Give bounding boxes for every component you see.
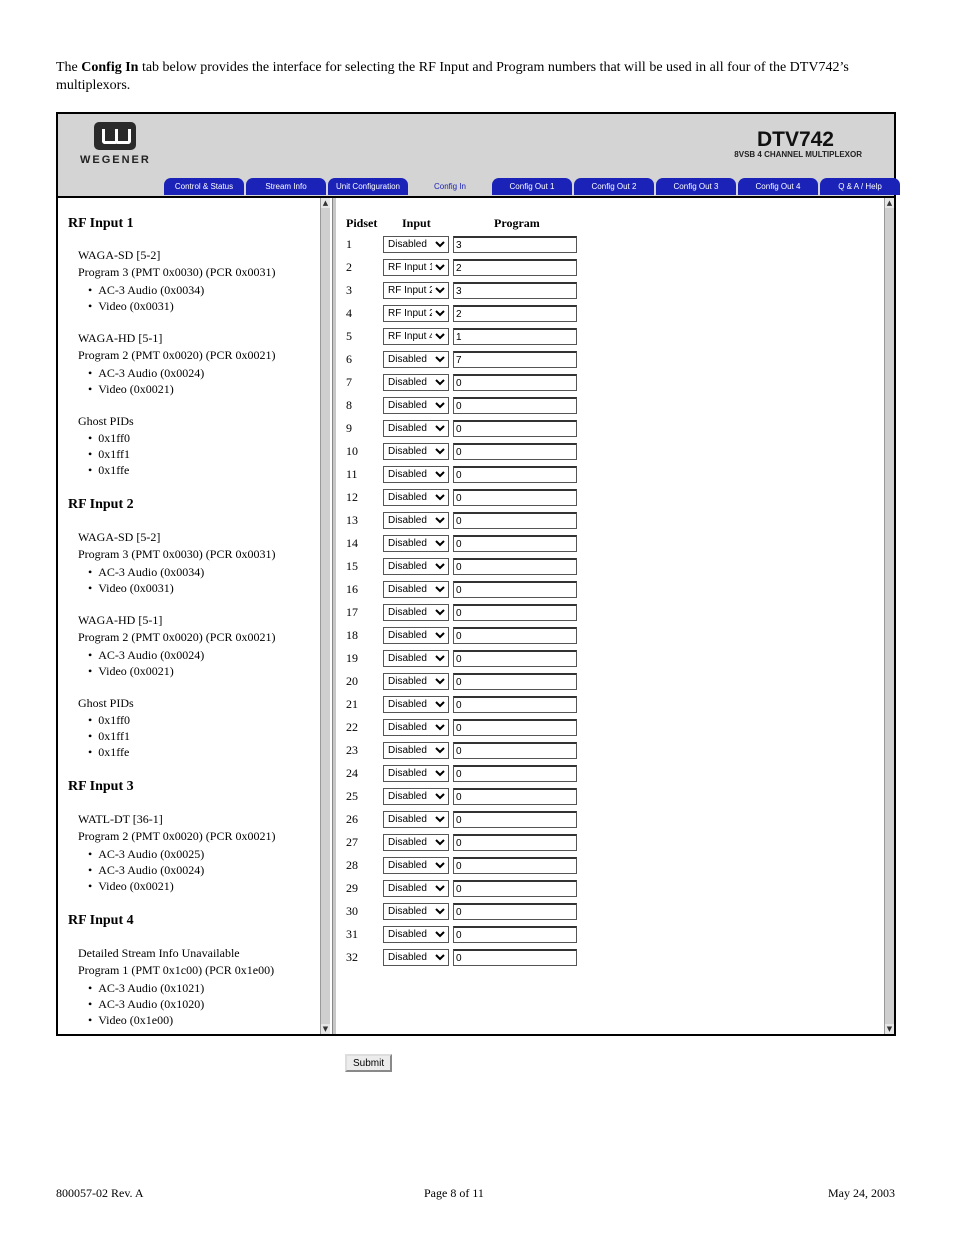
pid-list-item: • AC-3 Audio (0x1021) [88,981,204,996]
pid-list-item: • 0x1ff1 [88,447,130,462]
stream-info-text: WAGA-SD [5-2] [78,530,161,544]
input-select[interactable] [383,374,449,391]
pid-list-item: • AC-3 Audio (0x0025) [88,847,204,862]
input-select[interactable] [383,351,449,368]
right-scrollbar[interactable] [884,198,894,1034]
pidset-number: 27 [346,835,358,849]
stream-info-text: WAGA-SD [5-2] [78,248,161,262]
intro-text-end: tab below provides the interface for selecting the RF Input and Program numbers that will be used in all four of the DTV742’s multiplexors. [56,60,849,93]
program-input[interactable] [453,627,577,644]
input-select[interactable] [383,719,449,736]
scroll-up-icon[interactable]: ▲ [322,199,329,207]
stream-info-text: Ghost PIDs [78,696,134,710]
pid-list-item: • 0x1ff1 [88,729,130,744]
program-input[interactable] [453,282,577,299]
input-select[interactable] [383,604,449,621]
stream-info-text: Program 3 (PMT 0x0030) (PCR 0x0031) [78,265,276,279]
intro-text-start: The [56,60,82,75]
tab-control-status[interactable]: Control & Status [164,178,244,195]
program-input[interactable] [453,443,577,460]
pidset-number: 19 [346,651,358,665]
pidset-number: 1 [346,237,352,251]
tab-config-in[interactable]: Config In [410,178,490,195]
intro-paragraph [56,59,896,95]
pid-list-item: • 0x1ff0 [88,431,130,446]
footer-date: May 24, 2003 [828,1186,895,1200]
stream-info-panel [58,198,320,1034]
pidset-number: 28 [346,858,358,872]
scroll-down-icon[interactable]: ▼ [322,1025,329,1033]
input-select[interactable] [383,765,449,782]
pid-list-item: • AC-3 Audio (0x0024) [88,366,204,381]
brand-name: WEGENER [80,154,151,166]
program-input[interactable] [453,811,577,828]
pid-list-item: • AC-3 Audio (0x0024) [88,648,204,663]
pidset-number: 3 [346,283,352,297]
submit-button[interactable]: Submit [345,1054,392,1072]
tab-config-out-3[interactable]: Config Out 3 [656,178,736,195]
rf-input-heading: RF Input 3 [68,779,134,794]
program-input[interactable] [453,834,577,851]
pidset-number: 7 [346,375,352,389]
intro-bold-tab-name: Config In [81,60,139,75]
pidset-number: 15 [346,559,358,573]
pidset-number: 20 [346,674,358,688]
program-input[interactable] [453,673,577,690]
pidset-number: 5 [346,329,352,343]
input-select[interactable] [383,834,449,851]
program-input[interactable] [453,742,577,759]
stream-info-text: WATL-DT [36-1] [78,812,163,826]
program-input[interactable] [453,259,577,276]
pidset-number: 12 [346,490,358,504]
program-input[interactable] [453,397,577,414]
input-select[interactable] [383,420,449,437]
pidset-number: 9 [346,421,352,435]
input-select[interactable] [383,811,449,828]
tab-config-out-2[interactable]: Config Out 2 [574,178,654,195]
pid-list-item: • Video (0x0021) [88,879,174,894]
input-select[interactable] [383,282,449,299]
pidset-number: 16 [346,582,358,596]
pidset-number: 14 [346,536,358,550]
pid-list-item: • AC-3 Audio (0x0034) [88,283,204,298]
pid-list-item: • 0x1ffe [88,463,129,478]
program-input[interactable] [453,305,577,322]
program-header: Program [494,216,540,230]
rf-input-heading: RF Input 2 [68,497,134,512]
pid-list-item: • Video (0x1e00) [88,1013,173,1028]
input-select[interactable] [383,696,449,713]
pidset-number: 10 [346,444,358,458]
stream-info-text: Program 2 (PMT 0x0020) (PCR 0x0021) [78,829,276,843]
input-select[interactable] [383,857,449,874]
wegener-logo-icon [94,122,136,150]
model-subtitle: 8VSB 4 CHANNEL MULTIPLEXOR [734,150,862,159]
pidset-number: 17 [346,605,358,619]
pid-list-item: • Video (0x0021) [88,382,174,397]
program-input[interactable] [453,650,577,667]
input-select[interactable] [383,949,449,966]
pidset-number: 23 [346,743,358,757]
input-select[interactable] [383,305,449,322]
program-input[interactable] [453,535,577,552]
pid-list-item: • Video (0x0031) [88,581,174,596]
footer-page-number: Page 8 of 11 [424,1186,484,1200]
program-input[interactable] [453,558,577,575]
left-scrollbar[interactable] [320,198,330,1034]
app-header [58,114,894,198]
input-select[interactable] [383,650,449,667]
stream-info-text: Program 2 (PMT 0x0020) (PCR 0x0021) [78,348,276,362]
stream-info-text: Ghost PIDs [78,414,134,428]
stream-info-text: WAGA-HD [5-1] [78,613,163,627]
program-input[interactable] [453,857,577,874]
tab-q-a-help[interactable]: Q & A / Help [820,178,900,195]
scroll-up-icon[interactable]: ▲ [886,199,893,207]
stream-info-text: WAGA-HD [5-1] [78,331,163,345]
program-input[interactable] [453,788,577,805]
input-select[interactable] [383,742,449,759]
program-input[interactable] [453,581,577,598]
footer-doc-number: 800057-02 Rev. A [56,1186,144,1200]
pidset-number: 4 [346,306,352,320]
input-select[interactable] [383,236,449,253]
program-input[interactable] [453,604,577,621]
rf-input-heading: RF Input 4 [68,913,134,928]
pidset-number: 29 [346,881,358,895]
program-input[interactable] [453,328,577,345]
pidset-number: 18 [346,628,358,642]
input-select[interactable] [383,788,449,805]
program-input[interactable] [453,719,577,736]
stream-info-text: Program 3 (PMT 0x0030) (PCR 0x0031) [78,547,276,561]
program-input[interactable] [453,926,577,943]
program-input[interactable] [453,466,577,483]
tab-stream-info[interactable]: Stream Info [246,178,326,195]
stream-info-text: Program 2 (PMT 0x0020) (PCR 0x0021) [78,630,276,644]
input-select[interactable] [383,397,449,414]
pidset-number: 2 [346,260,352,274]
input-select[interactable] [383,443,449,460]
screenshot-frame [56,112,896,1069]
pidset-number: 31 [346,927,358,941]
scroll-down-icon[interactable]: ▼ [886,1025,893,1033]
program-input[interactable] [453,236,577,253]
pid-list-item: • Video (0x0021) [88,664,174,679]
pidset-number: 32 [346,950,358,964]
pid-list-item: • Video (0x0031) [88,299,174,314]
pidset-number: 11 [346,467,358,481]
pid-list-item: • 0x1ff0 [88,713,130,728]
program-input[interactable] [453,489,577,506]
program-input[interactable] [453,696,577,713]
program-input[interactable] [453,374,577,391]
config-in-panel [336,198,882,1069]
input-select[interactable] [383,535,449,552]
input-select[interactable] [383,581,449,598]
input-select[interactable] [383,673,449,690]
program-input[interactable] [453,420,577,437]
input-select[interactable] [383,259,449,276]
input-select[interactable] [383,903,449,920]
program-input[interactable] [453,512,577,529]
input-select[interactable] [383,512,449,529]
stream-info-text: Detailed Stream Info Unavailable [78,946,240,960]
input-select[interactable] [383,489,449,506]
pidset-number: 30 [346,904,358,918]
pidset-number: 8 [346,398,352,412]
stream-info-text: Program 1 (PMT 0x1c00) (PCR 0x1e00) [78,963,275,977]
pidset-number: 25 [346,789,358,803]
input-select[interactable] [383,466,449,483]
pid-list-item: • AC-3 Audio (0x0024) [88,863,204,878]
pidset-number: 21 [346,697,358,711]
pid-list-item: • AC-3 Audio (0x0034) [88,565,204,580]
pidset-header: Pidset [346,216,378,230]
tab-config-out-1[interactable]: Config Out 1 [492,178,572,195]
input-select[interactable] [383,627,449,644]
program-input[interactable] [453,351,577,368]
program-input[interactable] [453,949,577,966]
pid-list-item: • AC-3 Audio (0x1020) [88,997,204,1012]
pid-list-item: • 0x1ffe [88,745,129,760]
pidset-number: 26 [346,812,358,826]
pidset-number: 22 [346,720,358,734]
tab-config-out-4[interactable]: Config Out 4 [738,178,818,195]
tab-unit-configuration[interactable]: Unit Configuration [328,178,408,195]
rf-input-heading: RF Input 1 [68,216,134,231]
pidset-number: 13 [346,513,358,527]
input-select[interactable] [383,328,449,345]
model-name: DTV742 [756,128,834,151]
input-select[interactable] [383,926,449,943]
program-input[interactable] [453,880,577,897]
pidset-number: 24 [346,766,358,780]
input-header: Input [402,216,431,230]
input-select[interactable] [383,880,449,897]
program-input[interactable] [453,903,577,920]
input-select[interactable] [383,558,449,575]
pidset-number: 6 [346,352,352,366]
program-input[interactable] [453,765,577,782]
